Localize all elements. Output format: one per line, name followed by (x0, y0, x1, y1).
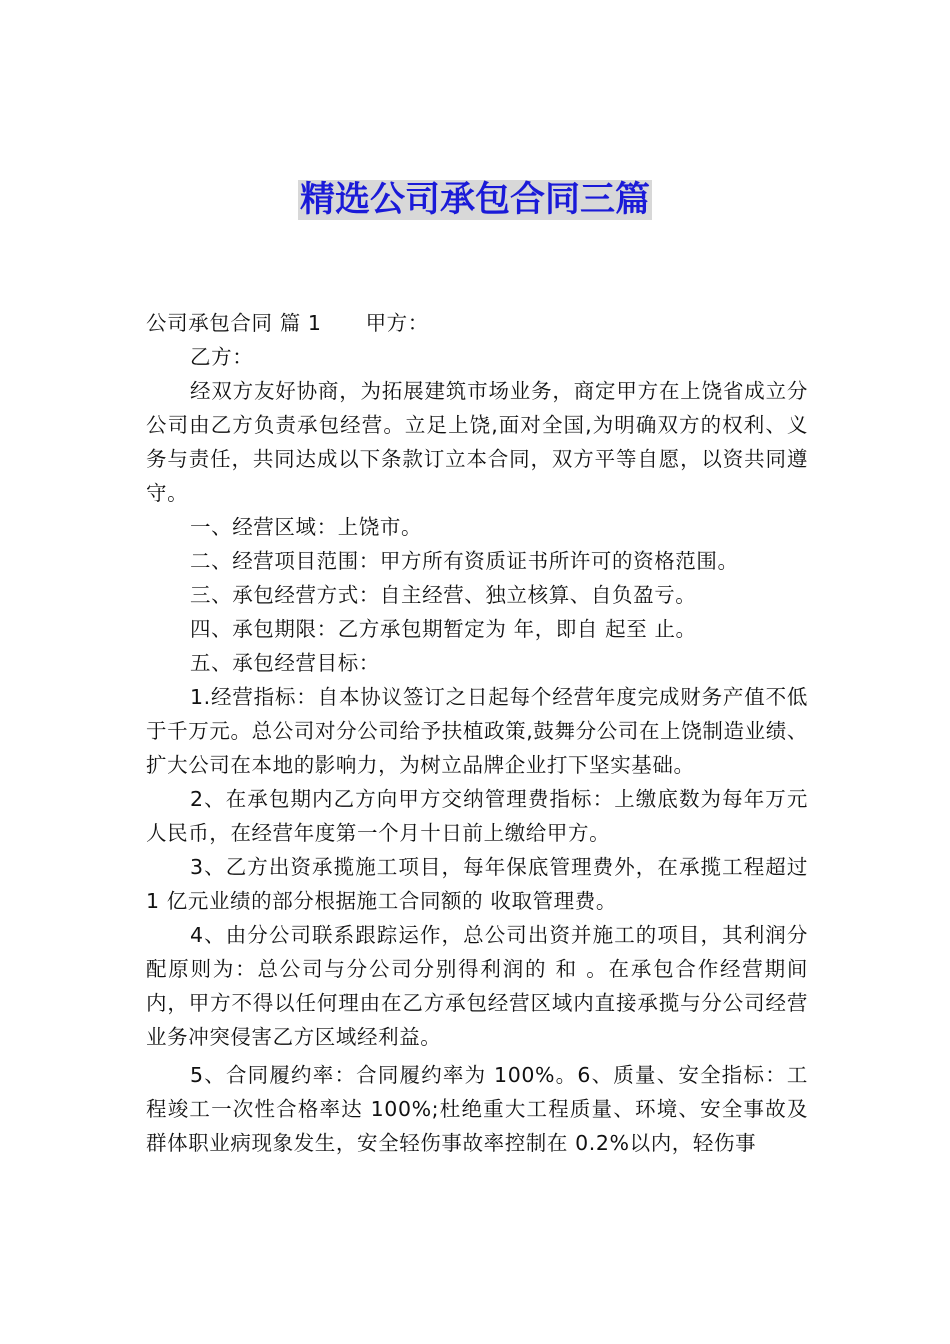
paragraph: 2、在承包期内乙方向甲方交纳管理费指标：上缴底数为每年万元人民币，在经营年度第一个月十日前上缴给甲方。 (146, 787, 808, 845)
paragraph: 乙方： (190, 345, 254, 369)
document-title (0, 176, 950, 224)
paragraph: 1.经营指标：自本协议签订之日起每个经营年度完成财务产值不低于千万元。总公司对分公司给予扶植政策,鼓舞分公司在上饶制造业绩、扩大公司在本地的影响力，为树立品牌企业打下坚实基础。 (146, 685, 808, 777)
paragraph: 5、合同履约率：合同履约率为 100%。6、质量、安全指标：工程竣工一次性合格率达 100%;杜绝重大工程质量、环境、安全事故及群体职业病现象发生，安全轻伤事故率控制在 0.2%以内，轻伤事 (146, 1063, 808, 1155)
paragraph: 4、由分公司联系跟踪运作，总公司出资并施工的项目，其利润分配原则为：总公司与分公司分别得利润的 和 。在承包合作经营期间内，甲方不得以任何理由在乙方承包经营区域内直接承揽与分公司经营业务冲突侵害乙方区域经利益。 (146, 923, 808, 1049)
section-heading (146, 306, 808, 340)
paragraph: 二、经营项目范围：甲方所有资质证书所许可的资格范围。 (190, 549, 739, 573)
paragraph: 3、乙方出资承揽施工项目，每年保底管理费外，在承揽工程超过 1 亿元业绩的部分根据施工合同额的 收取管理费。 (146, 855, 808, 913)
section-heading-label: 公司承包合同 篇 1 (146, 311, 322, 335)
document-title-text: 精选公司承包合同三篇 (299, 180, 650, 220)
document-body (146, 306, 808, 1160)
paragraph: 四、承包期限：乙方承包期暂定为 年，即自 起至 止。 (190, 617, 697, 641)
paragraph: 三、承包经营方式：自主经营、独立核算、自负盈亏。 (190, 583, 697, 607)
paragraph: 一、经营区域：上饶市。 (190, 515, 423, 539)
party-a-label: 甲方： (365, 311, 429, 335)
paragraph: 五、承包经营目标： (190, 651, 380, 675)
paragraph: 经双方友好协商，为拓展建筑市场业务，商定甲方在上饶省成立分公司由乙方负责承包经营。立足上饶,面对全国,为明确双方的权利、义务与责任，共同达成以下条款订立本合同，双方平等自愿，以资共同遵守。 (146, 379, 808, 505)
